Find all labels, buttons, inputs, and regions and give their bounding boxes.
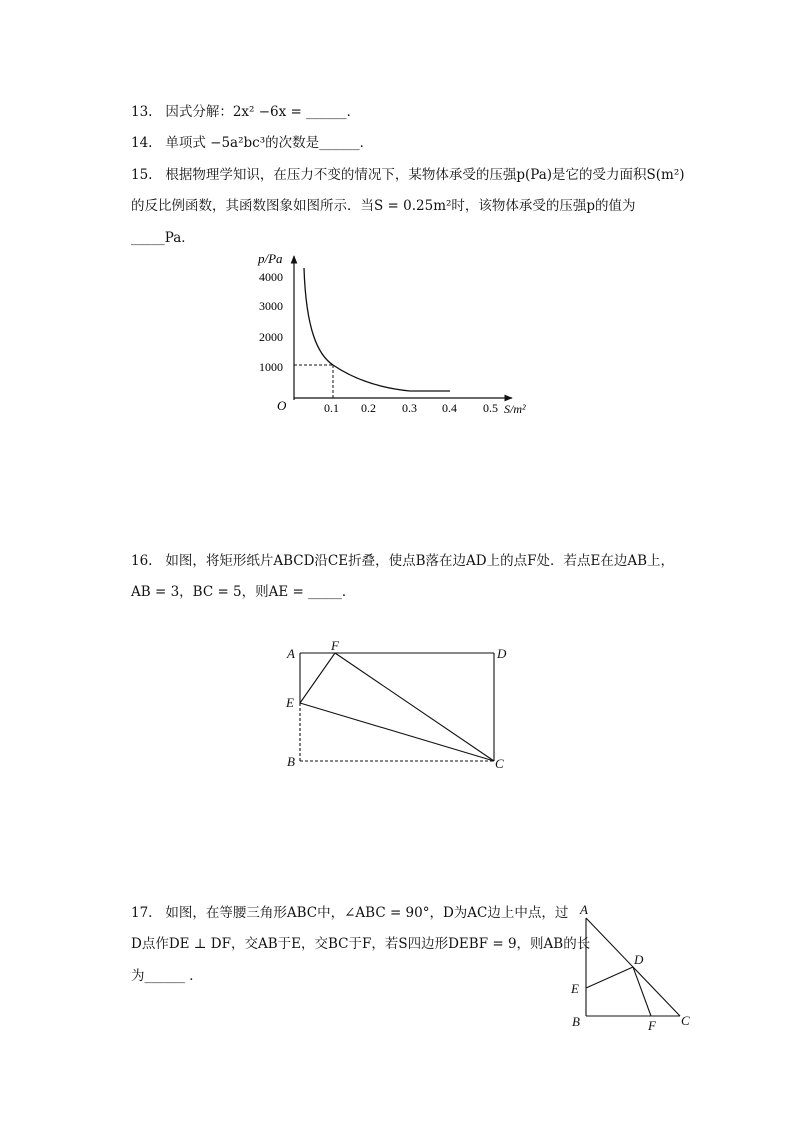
label-F: F [331,638,339,653]
question-13: 13. 因式分解：2x² −6x = ______． [131,104,361,120]
x-axis-label: S/m² [504,402,526,416]
question-14: 14. 单项式 −5a²bc³的次数是______． [131,135,374,151]
label-E: E [571,981,579,996]
y-tick-4000: 4000 [259,270,283,284]
segment-EC [300,703,494,761]
label-B: B [572,1014,580,1029]
question-17-line-2: D点作DE ⊥ DF，交AB于E，交BC于F，若S四边形DEBF = 9，则AB的长 [131,936,591,952]
label-B: B [287,754,295,769]
y-tick-3000: 3000 [259,299,283,313]
label-A: A [580,902,588,917]
label-F: F [648,1018,656,1033]
label-C: C [681,1013,690,1028]
question-17-line-3: 为______ ． [131,968,203,984]
question-15-line-2: 的反比例函数，其函数图象如图所示．当S = 0.25m²时，该物体承受的压强p的值为 [131,198,636,214]
inverse-proportion-curve [304,268,450,391]
x-tick-0.1: 0.1 [324,401,339,415]
segment-DF [633,967,651,1016]
figure-16 [300,653,494,761]
segment-DE [586,967,633,988]
label-E: E [286,695,294,710]
label-A: A [287,646,295,661]
y-axis-label: p/Pa [258,251,283,266]
question-17-line-1: 17. 如图，在等腰三角形ABC中，∠ABC = 90°，D为AC边上中点，过 [131,905,569,921]
x-tick-0.3: 0.3 [402,401,417,415]
figure-17 [586,918,680,1016]
y-tick-1000: 1000 [259,360,283,374]
question-16-line-1: 16. 如图，将矩形纸片ABCD沿CE折叠，使点B落在边AD上的点F处．若点E在边AB上， [131,553,674,569]
x-tick-0.2: 0.2 [361,401,376,415]
x-tick-0.4: 0.4 [442,401,457,415]
origin-label: O [277,398,287,413]
graph-15 [257,251,526,416]
label-D: D [497,646,507,661]
figure-17-labels [570,902,690,1033]
question-15-line-3: _____Pa． [131,230,195,246]
segment-FC [335,653,494,761]
label-C: C [495,756,504,771]
label-D: D [634,952,644,967]
figure-16-labels [285,638,507,771]
y-tick-2000: 2000 [259,330,283,344]
question-16-line-2: AB = 3，BC = 5，则AE = _____． [131,584,356,600]
question-15-line-1: 15. 根据物理学知识，在压力不变的情况下，某物体承受的压强p(Pa)是它的受力面积S(m²) [131,167,685,183]
segment-EF [300,653,335,703]
x-tick-0.5: 0.5 [483,401,498,415]
